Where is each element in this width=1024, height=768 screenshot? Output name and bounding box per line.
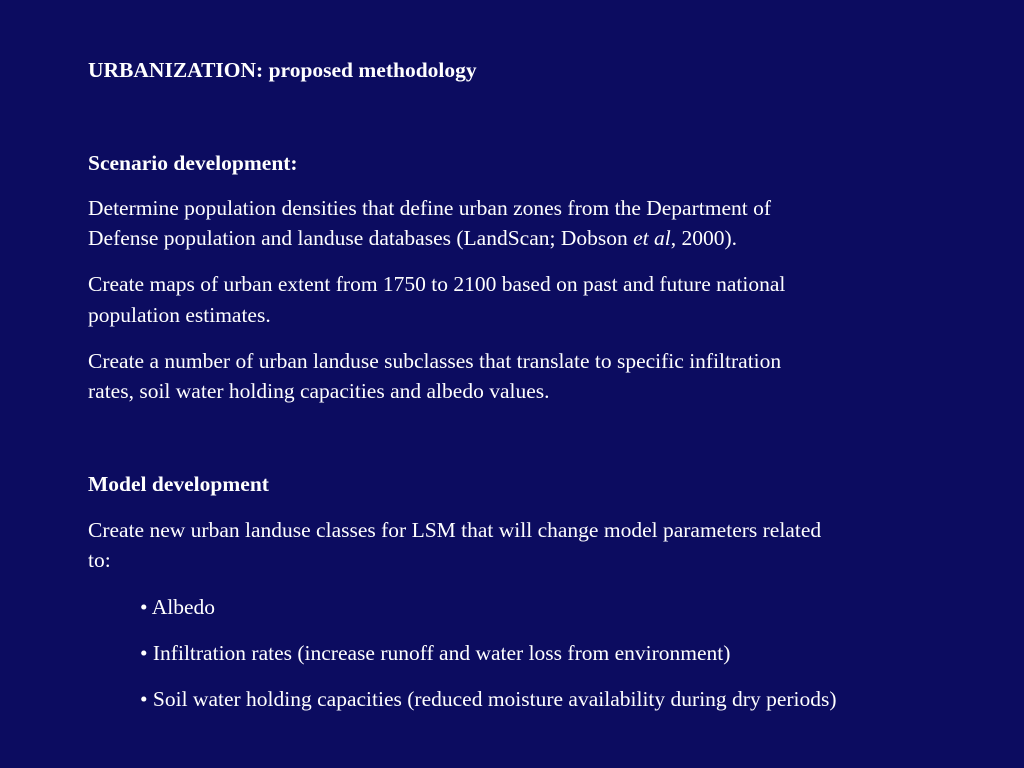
paragraph-1-text-b: , 2000). bbox=[670, 226, 738, 250]
model-heading: Model development bbox=[88, 472, 269, 496]
bullet-soil-water-holding: • Soil water holding capacities (reduced moisture availability during dry periods) bbox=[140, 687, 837, 711]
bullet-albedo: • Albedo bbox=[140, 595, 216, 619]
scenario-paragraph-1-line-1: Determine population densities that define urban zones from the Department of bbox=[88, 196, 772, 220]
scenario-paragraph-2-line-1: Create maps of urban extent from 1750 to 2100 based on past and future national bbox=[88, 272, 786, 296]
model-intro-line-2: to: bbox=[88, 548, 111, 572]
paragraph-1-italic: et al bbox=[633, 226, 671, 250]
bullet-infiltration-rates: • Infiltration rates (increase runoff and water loss from environment) bbox=[140, 641, 731, 665]
scenario-heading: Scenario development: bbox=[88, 151, 298, 175]
paragraph-1-text-a: Defense population and landuse databases (LandScan; Dobson bbox=[88, 226, 634, 250]
scenario-paragraph-3-line-2: rates, soil water holding capacities and albedo values. bbox=[88, 379, 550, 403]
model-intro-line-1: Create new urban landuse classes for LSM that will change model parameters related bbox=[88, 518, 822, 542]
scenario-paragraph-3-line-1: Create a number of urban landuse subclasses that translate to specific infiltration bbox=[88, 349, 782, 373]
scenario-paragraph-1-line-2 bbox=[88, 223, 737, 253]
scenario-paragraph-2-line-2: population estimates. bbox=[88, 303, 271, 327]
slide-title: URBANIZATION: proposed methodology bbox=[88, 58, 477, 82]
